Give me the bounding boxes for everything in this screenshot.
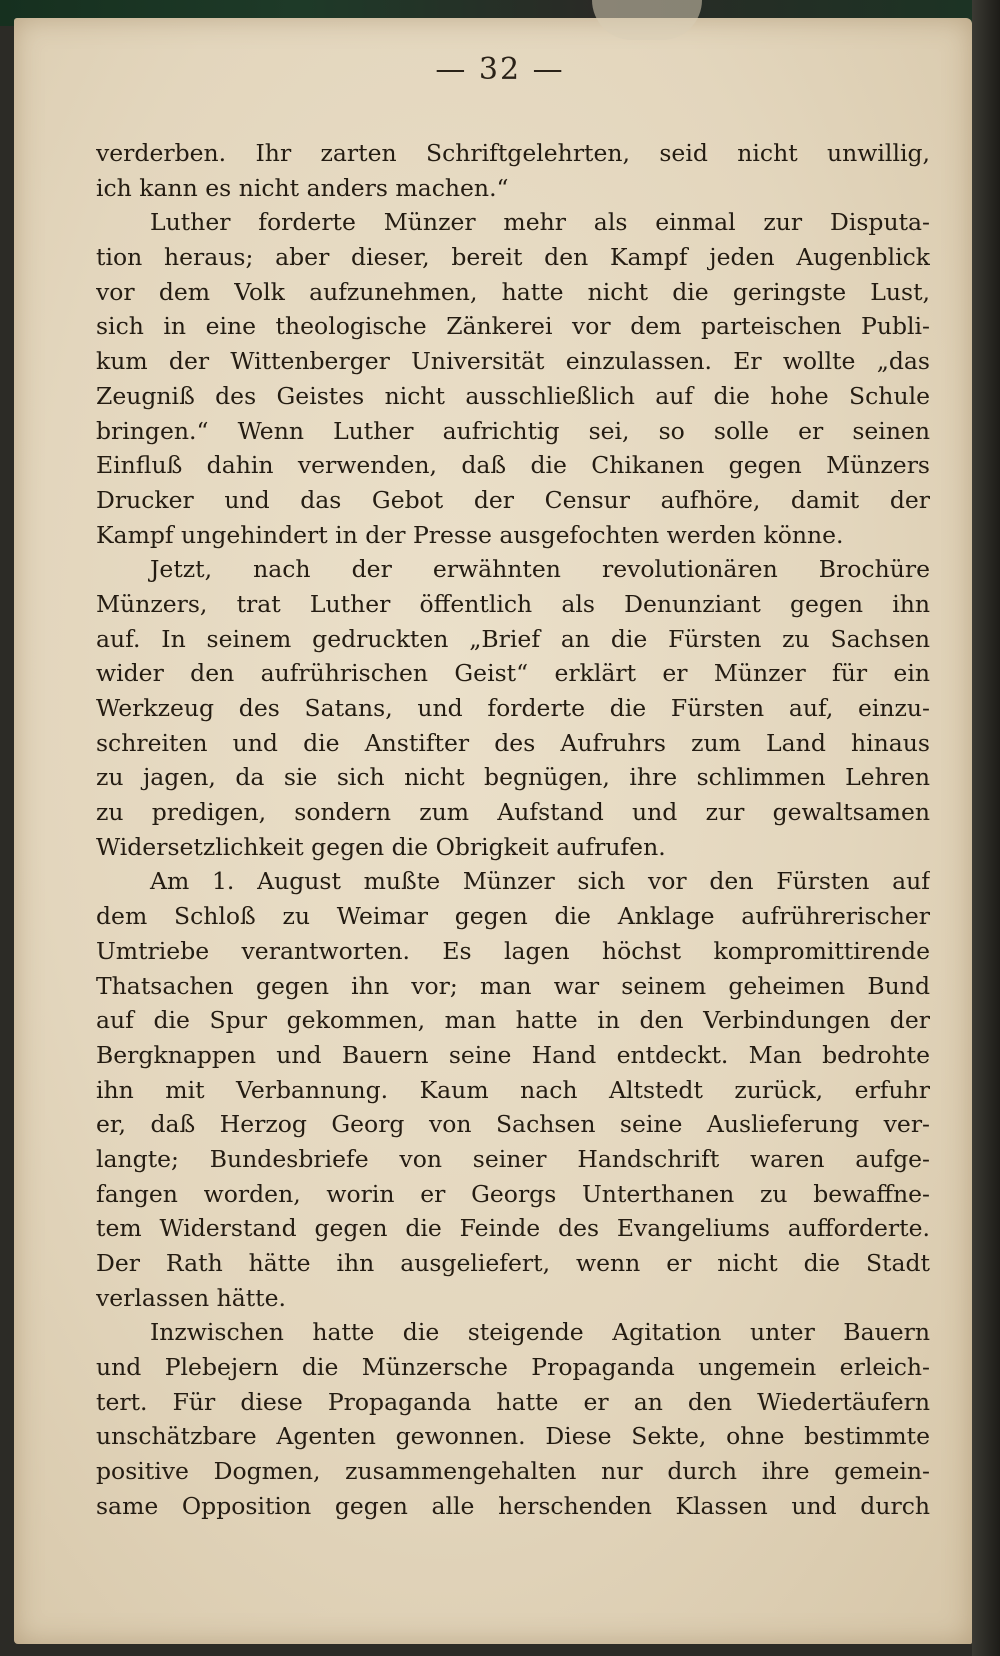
text-line: Luther forderte Münzer mehr als einmal zur Disputa- (150, 208, 930, 237)
text-line: zu jagen, da sie sich nicht begnügen, ihre schlimmen Lehren (96, 763, 930, 792)
text-line: Thatsachen gegen ihn vor; man war seinem geheimen Bund (96, 971, 930, 1000)
text-line: Widersetzlichkeit gegen die Obrigkeit aufrufen. (96, 832, 666, 861)
text-line: tert. Für diese Propaganda hatte er an den Wiedertäufern (96, 1387, 930, 1416)
body-text (96, 136, 930, 1524)
text-line: Kampf ungehindert in der Presse ausgefochten werden könne. (96, 520, 844, 549)
text-line: same Opposition gegen alle herschenden Klassen und durch (96, 1491, 930, 1520)
text-line: langte; Bundesbriefe von seiner Handschrift waren aufge- (96, 1144, 930, 1173)
text-line: er, daß Herzog Georg von Sachsen seine Auslieferung ver- (96, 1110, 930, 1139)
text-line: bringen.“ Wenn Luther aufrichtig sei, so solle er seinen (96, 416, 930, 445)
text-line: auf. In seinem gedruckten „Brief an die Fürsten zu Sachsen (96, 624, 930, 653)
text-line: Münzers, trat Luther öffentlich als Denunziant gegen ihn (96, 589, 930, 618)
text-line: unschätzbare Agenten gewonnen. Diese Sekte, ohne bestimmte (96, 1422, 930, 1451)
text-line: ihn mit Verbannung. Kaum nach Altstedt zurück, erfuhr (96, 1075, 930, 1104)
page-number: — 32 — (435, 52, 565, 87)
text-line: und Plebejern die Münzersche Propaganda ungemein erleich- (96, 1353, 930, 1382)
text-line: kum der Wittenberger Universität einzulassen. Er wollte „das (96, 347, 930, 376)
text-line: verlassen hätte. (96, 1283, 286, 1312)
text-line: Bergknappen und Bauern seine Hand entdeckt. Man bedrohte (96, 1040, 930, 1069)
book-edge-right (972, 0, 1000, 1656)
text-line: zu predigen, sondern zum Aufstand und zur gewaltsamen (96, 798, 930, 827)
text-line: fangen worden, worin er Georgs Unterthanen zu bewaffne- (96, 1179, 930, 1208)
text-line: positive Dogmen, zusammengehalten nur durch ihre gemein- (96, 1457, 930, 1486)
text-line: Der Rath hätte ihn ausgeliefert, wenn er nicht die Stadt (96, 1249, 930, 1277)
text-line: dem Schloß zu Weimar gegen die Anklage aufrührerischer (96, 902, 930, 931)
text-line: Werkzeug des Satans, und forderte die Fürsten auf, einzu- (96, 694, 930, 722)
text-line: sich in eine theologische Zänkerei vor dem parteischen Publi- (96, 312, 930, 341)
text-line: tem Widerstand gegen die Feinde des Evangeliums aufforderte. (96, 1214, 930, 1243)
text-line: ich kann es nicht anders machen.“ (96, 173, 509, 202)
text-line: Drucker und das Gebot der Censur aufhöre, damit der (96, 485, 930, 514)
text-line: tion heraus; aber dieser, bereit den Kampf jeden Augenblick (96, 243, 930, 272)
text-line: verderben. Ihr zarten Schriftgelehrten, seid nicht unwillig, (96, 139, 930, 167)
text-line: Zeugniß des Geistes nicht ausschließlich auf die hohe Schule (96, 381, 930, 410)
text-line: vor dem Volk aufzunehmen, hatte nicht die geringste Lust, (96, 277, 930, 306)
text-line: Einfluß dahin verwenden, daß die Chikanen gegen Münzers (96, 451, 930, 480)
text-line: Umtriebe verantworten. Es lagen höchst kompromittirende (96, 936, 930, 965)
text-line: Jetzt, nach der erwähnten revolutionären Brochüre (150, 555, 930, 584)
text-line: schreiten und die Anstifter des Aufruhrs zum Land hinaus (96, 728, 930, 757)
text-line: auf die Spur gekommen, man hatte in den Verbindungen der (96, 1006, 930, 1035)
text-line: wider den aufrührischen Geist“ erklärt er Münzer für ein (96, 659, 930, 688)
text-line: Inzwischen hatte die steigende Agitation unter Bauern (150, 1318, 930, 1347)
text-line: Am 1. August mußte Münzer sich vor den Fürsten auf (150, 867, 930, 896)
